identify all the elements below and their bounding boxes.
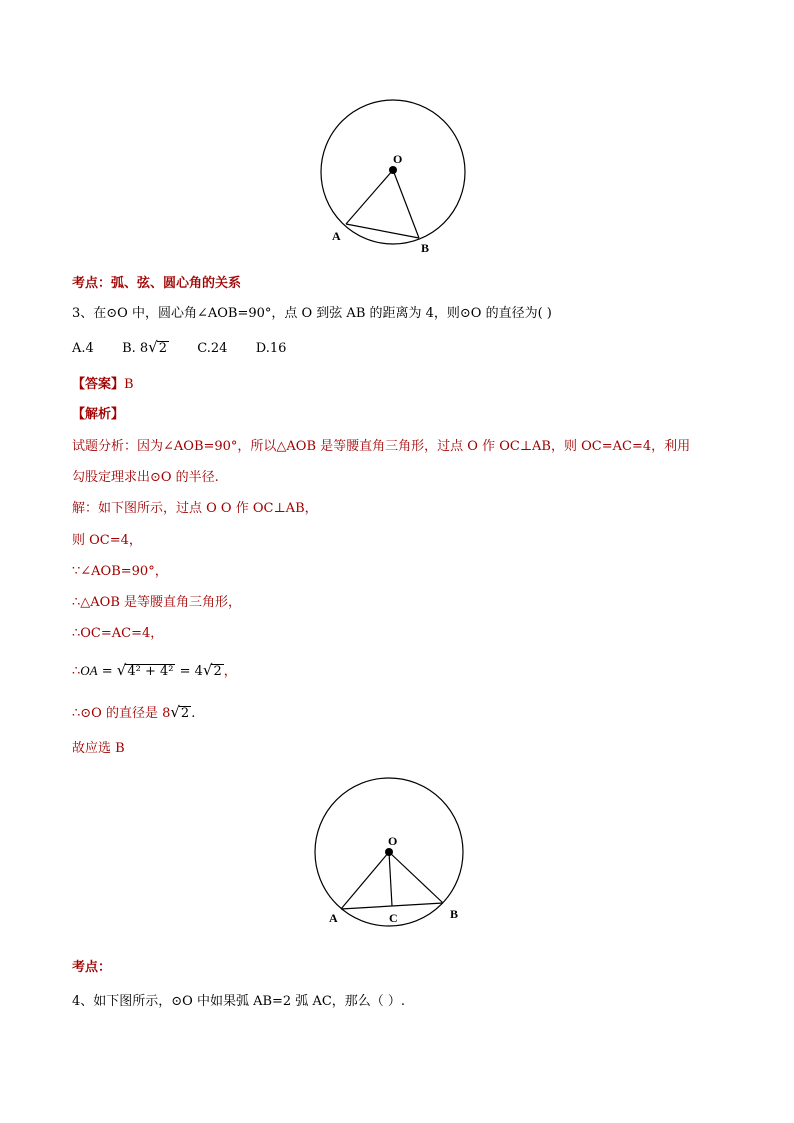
question-3-options (72, 338, 286, 356)
label-a: A (329, 911, 338, 925)
analysis-line-4: 则 OC=4， (72, 533, 142, 548)
segment-oa (346, 170, 393, 224)
answer-line (72, 373, 134, 392)
segment-ob (393, 170, 419, 238)
label-c: C (389, 911, 398, 925)
option-a: A.4 (72, 341, 94, 356)
option-c: C.24 (197, 341, 228, 356)
analysis-line-5: ∵∠AOB=90°， (72, 564, 168, 579)
kaodian-1: 考点：弧、弦、圆心角的关系 (72, 276, 242, 291)
analysis-line-2: 勾股定理求出⊙O 的半径. (72, 470, 219, 485)
analysis-line-6: ∴△AOB 是等腰直角三角形， (72, 595, 242, 610)
figure-circle-aob-oc (305, 770, 475, 935)
analysis-line-9: ∴⊙O 的直径是 8√2 . (72, 703, 196, 721)
label-b: B (421, 241, 430, 255)
segment-ob (389, 852, 443, 903)
chord-ab (346, 224, 419, 238)
analysis-label: 【解析】 (72, 407, 125, 422)
label-b: B (450, 907, 459, 921)
figure-circle-aob (310, 95, 480, 265)
conclusion: 故应选 B (72, 741, 125, 756)
analysis-line-3: 解：如下图所示，过点 O O 作 OC⊥AB， (72, 501, 318, 516)
label-o: O (388, 834, 398, 848)
option-b: B. 8√2 (122, 338, 168, 356)
analysis-line-1: 试题分析：因为∠AOB=90°，所以△AOB 是等腰直角三角形，过点 O 作 OC⊥AB，则 OC=AC=4，利用 (72, 439, 691, 454)
segment-oa (341, 852, 389, 909)
analysis-line-7: ∴OC=AC=4， (72, 626, 164, 641)
question-4-stem: 4、如下图所示，⊙O 中如果弧 AB=2 弧 AC，那么（ ）. (72, 994, 406, 1009)
label-a: A (332, 229, 341, 243)
answer-label: 【答案】 (72, 377, 125, 392)
segment-oc (389, 852, 392, 906)
question-3-stem: 3、在⊙O 中，圆心角∠AOB=90°，点 O 到弦 AB 的距离为 4，则⊙O 的直径为( ) (72, 306, 552, 321)
option-d: D.16 (255, 341, 287, 356)
center-point (385, 848, 393, 856)
analysis-line-8: ∴OA = √4² + 4² = 4√2 ， (72, 661, 237, 679)
answer-value: B (124, 377, 134, 392)
label-o: O (393, 152, 403, 166)
kaodian-2: 考点： (72, 960, 112, 975)
center-point (389, 166, 397, 174)
